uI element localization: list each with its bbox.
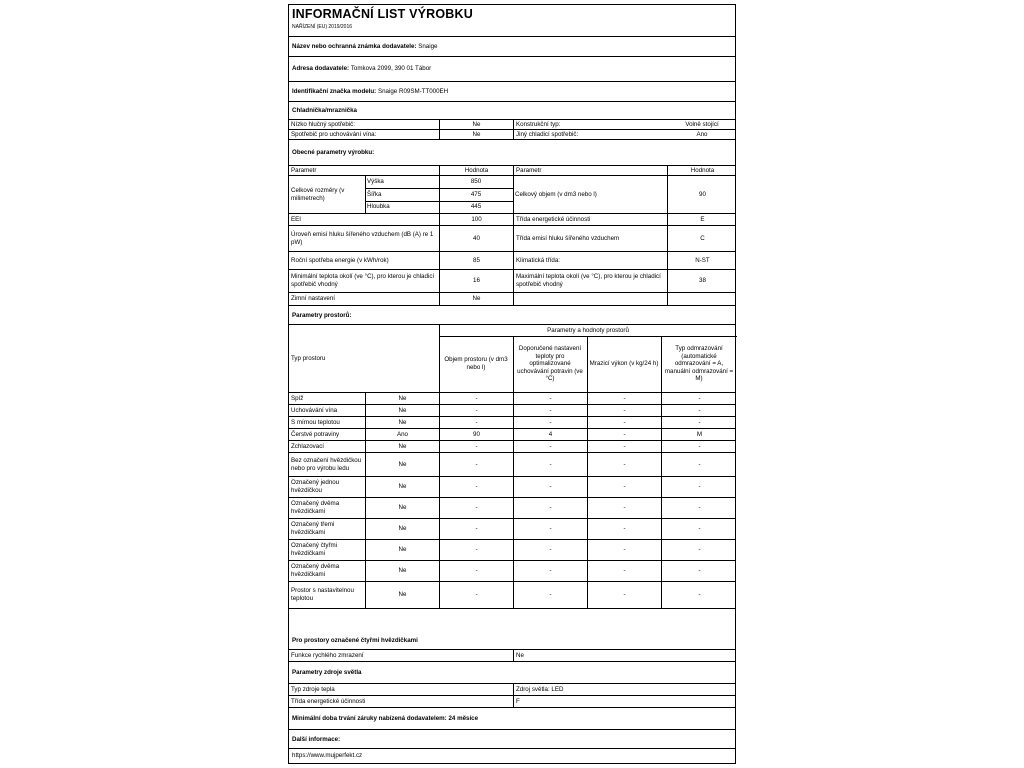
compartment-value: - bbox=[513, 498, 587, 518]
compartment-value: - bbox=[439, 540, 513, 560]
supplier-row bbox=[289, 37, 735, 57]
compartment-value: - bbox=[513, 540, 587, 560]
parameter-value: 16 bbox=[439, 270, 513, 292]
compartment-value: - bbox=[513, 477, 587, 497]
compartment-section-title: Parametry prostorů: bbox=[292, 312, 352, 319]
column-header: Mrazicí výkon (v kg/24 h) bbox=[589, 360, 659, 368]
compartment-row bbox=[289, 519, 735, 540]
general-row bbox=[289, 226, 735, 252]
parameter-label: Roční spotřeba energie (v kWh/rok) bbox=[291, 256, 389, 264]
fridge-section-header bbox=[289, 102, 735, 120]
more-info-row bbox=[289, 730, 735, 749]
compartment-present: Ano bbox=[365, 429, 439, 440]
compartment-value: - bbox=[661, 393, 737, 404]
light-value: Zdroj světla: LED bbox=[513, 684, 737, 695]
parameter-value: 100 bbox=[439, 214, 513, 225]
total-volume-value: 90 bbox=[667, 176, 737, 213]
compartment-present: Ne bbox=[365, 405, 439, 416]
compartment-value: - bbox=[661, 477, 737, 497]
compartment-name: Označený třemi hvězdičkami bbox=[291, 521, 335, 536]
dimension-name: Výška bbox=[367, 178, 384, 186]
dimension-value: 850 bbox=[470, 178, 482, 186]
compartment-row bbox=[289, 429, 735, 441]
total-volume-label: Celkový objem (v dm3 nebo l) bbox=[515, 190, 597, 198]
general-section-title: Obecné parametry výrobku: bbox=[292, 149, 375, 156]
compartment-value: - bbox=[661, 498, 737, 518]
compartment-value: - bbox=[513, 405, 587, 416]
dimensions-block bbox=[289, 176, 735, 214]
compartment-value: - bbox=[513, 441, 587, 452]
address-value: Tomkova 2099, 390 01 Tábor bbox=[350, 65, 432, 72]
compartment-value: - bbox=[439, 561, 513, 581]
dimensions-label: Celkové rozměry (v milimetrech) bbox=[291, 186, 345, 202]
compartment-value: - bbox=[587, 561, 661, 581]
compartment-row bbox=[289, 540, 735, 561]
four-star-section-header bbox=[289, 632, 735, 650]
compartment-row bbox=[289, 417, 735, 429]
fridge-section-title: Chladnička/mraznička bbox=[292, 107, 357, 114]
compartment-name: Označený čtyřmi hvězdičkami bbox=[291, 542, 338, 557]
compartment-name: Čerstvé potraviny bbox=[291, 430, 340, 438]
quick-freeze-label: Funkce rychlého zmrazení bbox=[291, 651, 364, 659]
quick-freeze-value: Ne bbox=[513, 650, 737, 661]
warranty-row bbox=[289, 708, 735, 730]
product-information-sheet bbox=[288, 4, 736, 764]
compartment-value: - bbox=[587, 477, 661, 497]
light-section-header bbox=[289, 662, 735, 684]
column-header: Objem prostoru (v dm3 nebo l) bbox=[444, 356, 508, 371]
column-header: Hodnota bbox=[439, 166, 513, 175]
compartment-value: - bbox=[587, 540, 661, 560]
compartment-present: Ne bbox=[365, 519, 439, 539]
light-section-title: Parametry zdroje světla bbox=[292, 669, 362, 676]
address-row bbox=[289, 57, 735, 82]
four-star-section-title: Pro prostory označené čtyřmi hvězdičkami bbox=[292, 637, 418, 644]
fridge-row bbox=[289, 120, 735, 130]
general-row bbox=[289, 214, 735, 226]
parameter-label: Zimní nastavení bbox=[291, 295, 336, 303]
compartment-value: 4 bbox=[513, 429, 587, 440]
compartment-value: - bbox=[661, 405, 737, 416]
parameter-value: Ne bbox=[439, 293, 513, 305]
compartment-value: - bbox=[439, 582, 513, 608]
compartment-table-head bbox=[289, 325, 735, 393]
supplier-value: Snaige bbox=[418, 43, 438, 50]
light-row bbox=[289, 696, 735, 708]
parameter-label bbox=[513, 293, 667, 305]
compartment-present: Ne bbox=[365, 393, 439, 404]
general-row bbox=[289, 293, 735, 306]
compartment-row bbox=[289, 561, 735, 582]
compartment-value: - bbox=[661, 582, 737, 608]
compartment-value: - bbox=[587, 393, 661, 404]
compartment-value: - bbox=[513, 393, 587, 404]
fridge-value: Ne bbox=[439, 130, 513, 139]
model-label: Identifikační značka modelu: bbox=[292, 88, 377, 95]
parameter-value: E bbox=[667, 214, 737, 225]
light-value: F bbox=[513, 696, 737, 707]
parameter-label: EEI bbox=[291, 215, 301, 223]
compartment-value: - bbox=[661, 453, 737, 476]
fridge-value: Ano bbox=[696, 130, 708, 138]
column-header: Parametr bbox=[291, 166, 317, 174]
compartment-present: Ne bbox=[365, 477, 439, 497]
compartment-name: Označený dvěma hvězdičkami bbox=[291, 500, 340, 515]
compartment-name: Označený jednou hvězdičkou bbox=[291, 479, 340, 494]
parameter-value: 85 bbox=[439, 252, 513, 269]
compartment-value: 90 bbox=[439, 429, 513, 440]
compartment-value: - bbox=[587, 519, 661, 539]
compartment-present: Ne bbox=[365, 540, 439, 560]
compartment-present: Ne bbox=[365, 498, 439, 518]
parameter-value bbox=[667, 293, 737, 305]
compartment-value: - bbox=[439, 519, 513, 539]
compartment-value: - bbox=[439, 441, 513, 452]
compartment-name: S mírnou teplotou bbox=[291, 418, 340, 426]
general-section-header bbox=[289, 140, 735, 166]
parameter-value: 38 bbox=[667, 270, 737, 292]
more-info-title: Další informace: bbox=[292, 736, 341, 743]
fridge-label: Nízko hlučný spotřebič: bbox=[291, 120, 355, 128]
column-header: Doporučené nastavení teploty pro optimalizované uchovávání potravin (ve °C) bbox=[517, 345, 583, 383]
parameter-value: C bbox=[667, 226, 737, 251]
compartment-name: Spíž bbox=[291, 394, 304, 402]
compartment-value: - bbox=[661, 417, 737, 428]
compartment-value: - bbox=[587, 405, 661, 416]
compartment-value: - bbox=[513, 453, 587, 476]
compartment-row bbox=[289, 453, 735, 477]
quick-freeze-row bbox=[289, 650, 735, 662]
dimension-name: Hloubka bbox=[367, 203, 390, 211]
compartment-row bbox=[289, 405, 735, 417]
column-header: Typ odmrazování (automatické odmrazování = A, manuální odmrazování = M) bbox=[664, 345, 734, 383]
parameter-label: Maximální teplota okolí (ve °C), pro kterou je chladicí spotřebič vhodný bbox=[513, 270, 667, 292]
general-table-head bbox=[289, 166, 735, 176]
compartment-value: - bbox=[439, 417, 513, 428]
compartment-value: - bbox=[661, 441, 737, 452]
compartment-name: Prostor s nastavitelnou teplotou bbox=[291, 587, 354, 602]
compartment-value: - bbox=[513, 417, 587, 428]
column-header: Parametr bbox=[513, 166, 667, 175]
parameter-label: Minimální teplota okolí (ve °C), pro kterou je chladicí spotřebič vhodný bbox=[291, 273, 435, 288]
light-label: Typ zdroje tepla bbox=[291, 685, 335, 693]
compartment-present: Ne bbox=[365, 453, 439, 476]
model-row bbox=[289, 82, 735, 102]
compartment-value: - bbox=[661, 519, 737, 539]
regulation-reference: NAŘÍZENÍ (EU) 2019/2016 bbox=[292, 24, 353, 30]
parameter-value: 40 bbox=[439, 226, 513, 251]
fridge-value: Ne bbox=[439, 120, 513, 129]
compartment-value: - bbox=[587, 417, 661, 428]
compartment-value: - bbox=[661, 540, 737, 560]
parameter-value: N-ST bbox=[667, 252, 737, 269]
fridge-label: Spotřebič pro uchovávání vína: bbox=[291, 130, 377, 138]
compartment-value: - bbox=[587, 498, 661, 518]
website-link[interactable]: https://www.mujperfekt.cz bbox=[292, 752, 363, 759]
light-row bbox=[289, 684, 735, 696]
compartment-value: - bbox=[439, 393, 513, 404]
compartment-row bbox=[289, 441, 735, 453]
fridge-label: Jiný chladicí spotřebič: bbox=[513, 130, 667, 139]
compartment-value: - bbox=[587, 429, 661, 440]
compartment-name: Zchlazovací bbox=[291, 442, 325, 450]
compartment-name: Označený dvěma hvězdičkami bbox=[291, 563, 340, 578]
parameter-label: Třída emisí hluku šířeného vzduchem bbox=[513, 226, 667, 251]
address-label: Adresa dodavatele: bbox=[292, 65, 350, 72]
compartment-value: - bbox=[439, 453, 513, 476]
model-value: Snaige R09SM-TT000EH bbox=[377, 88, 449, 95]
compartment-value: M bbox=[661, 429, 737, 440]
compartment-value: - bbox=[439, 498, 513, 518]
warranty-value: 24 měsíce bbox=[448, 715, 479, 722]
compartment-value: - bbox=[439, 405, 513, 416]
compartment-value: - bbox=[513, 561, 587, 581]
compartment-value: - bbox=[513, 519, 587, 539]
compartment-value: - bbox=[587, 441, 661, 452]
fridge-label: Konstrukční typ: bbox=[513, 120, 667, 129]
compartment-row bbox=[289, 582, 735, 609]
compartment-row bbox=[289, 477, 735, 498]
compartment-value: - bbox=[587, 453, 661, 476]
compartment-type-header: Typ prostoru bbox=[291, 354, 326, 362]
warranty-label: Minimální doba trvání záruky nabízená dodavatelem: bbox=[292, 715, 447, 722]
general-row bbox=[289, 270, 735, 293]
compartment-name: Bez označení hvězdičkou nebo pro výrobu ledu bbox=[291, 456, 362, 472]
supplier-label: Název nebo ochranná známka dodavatele: bbox=[292, 43, 417, 50]
parameter-label: Úroveň emisí hluku šířeného vzduchem (dB (A) re 1 pW) bbox=[291, 230, 434, 246]
column-header: Hodnota bbox=[667, 166, 737, 175]
compartment-value: - bbox=[513, 582, 587, 608]
compartment-present: Ne bbox=[365, 441, 439, 452]
compartment-group-header: Parametry a hodnoty prostorů bbox=[547, 326, 629, 334]
compartment-row bbox=[289, 393, 735, 405]
general-row bbox=[289, 252, 735, 270]
compartment-name: Uchovávání vína bbox=[291, 406, 338, 414]
dimension-name: Šířka bbox=[367, 190, 382, 198]
compartment-row bbox=[289, 498, 735, 519]
parameter-label: Třída energetické účinnosti bbox=[513, 214, 667, 225]
dimension-value: 445 bbox=[470, 203, 482, 211]
compartment-value: - bbox=[439, 477, 513, 497]
compartment-value: - bbox=[661, 561, 737, 581]
compartment-present: Ne bbox=[365, 561, 439, 581]
light-label: Třída energetické účinnosti bbox=[291, 697, 366, 705]
compartment-value: - bbox=[587, 582, 661, 608]
compartment-section-header bbox=[289, 306, 735, 325]
fridge-value: Volně stojící bbox=[685, 120, 719, 128]
dimension-value: 475 bbox=[470, 190, 482, 198]
fridge-row bbox=[289, 130, 735, 140]
title-block bbox=[289, 5, 735, 37]
page-title: INFORMAČNÍ LIST VÝROBKU bbox=[292, 7, 473, 21]
parameter-label: Klimatická třída: bbox=[513, 252, 667, 269]
compartment-present: Ne bbox=[365, 582, 439, 608]
compartment-present: Ne bbox=[365, 417, 439, 428]
